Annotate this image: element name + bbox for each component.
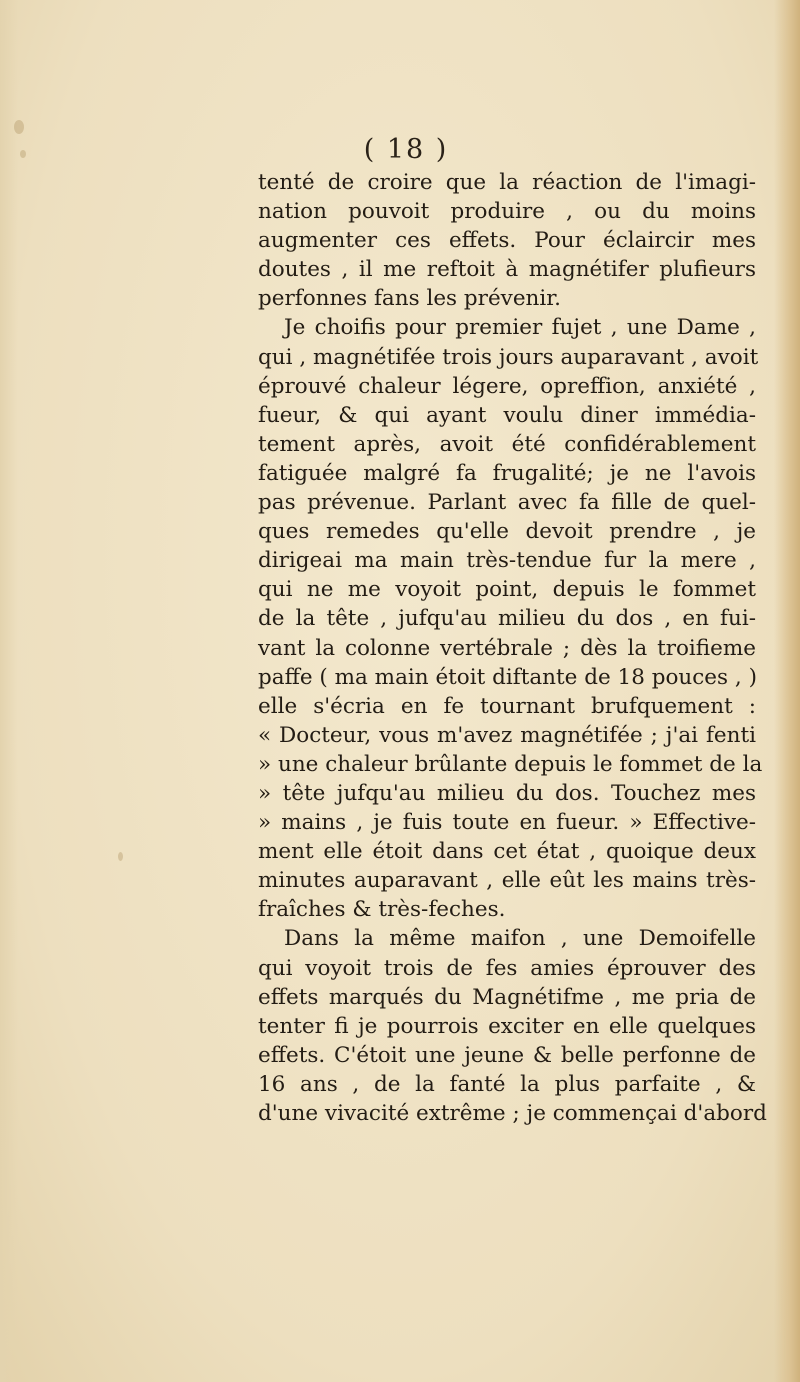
- text-line: fraîches & très-feches.: [258, 897, 506, 923]
- text-line: qui , magnétifée trois jours auparavant , avoit: [258, 344, 759, 370]
- text-line: vant la colonne vertébrale ; dès la troifieme: [258, 635, 756, 661]
- text-line: elle s'écria en fe tournant brufquement :: [258, 693, 756, 719]
- text-line: fueur, & qui ayant voulu diner immédia-: [258, 402, 756, 428]
- text-line: de la tête , jufqu'au milieu du dos , en fui-: [258, 606, 756, 632]
- text-line: ment elle étoit dans cet état , quoique deux: [258, 839, 756, 865]
- text-line: » tête jufqu'au milieu du dos. Touchez mes: [258, 780, 756, 806]
- text-line: 16 ans , de la fanté la plus parfaite , &: [258, 1071, 756, 1097]
- text-line: effets. C'étoit une jeune & belle perfonne de: [258, 1042, 756, 1068]
- text-line: paffe ( ma main étoit diftante de 18 pouces , ): [258, 664, 757, 690]
- text-line: augmenter ces effets. Pour éclaircir mes: [258, 228, 756, 254]
- text-line: ques remedes qu'elle devoit prendre , je: [258, 519, 756, 545]
- text-line: tement après, avoit été confidérablement: [258, 431, 756, 457]
- text-line: fatiguée malgré fa frugalité; je ne l'avois: [258, 460, 756, 486]
- paper-stain: [118, 852, 123, 861]
- text-line: qui ne me voyoit point, depuis le fommet: [258, 577, 756, 603]
- text-line: perfonnes fans les prévenir.: [258, 286, 562, 312]
- text-line: tenté de croire que la réaction de l'imagi-: [258, 170, 756, 195]
- page-number: ( 18 ): [363, 134, 449, 165]
- text-line: » une chaleur brûlante depuis le fommet de la: [258, 751, 763, 777]
- text-line: doutes , il me reftoit à magnétifer plufieurs: [258, 257, 756, 283]
- text-line: » mains , je fuis toute en fueur. » Effective-: [258, 810, 756, 836]
- text-line: nation pouvoit produire , ou du moins: [258, 199, 756, 225]
- text-line: Je choifis pour premier fujet , une Dame ,: [284, 315, 756, 341]
- text-line: qui voyoit trois de fes amies éprouver des: [258, 955, 756, 981]
- text-line: « Docteur, vous m'avez magnétifée ; j'ai fenti: [258, 722, 756, 748]
- text-line: tenter fi je pourrois exciter en elle quelques: [258, 1013, 756, 1039]
- text-line: dirigeai ma main très-tendue fur la mere ,: [258, 548, 756, 574]
- text-line: effets marqués du Magnétifme , me pria de: [258, 984, 756, 1010]
- page-right-edge: [774, 0, 800, 1382]
- text-line: pas prévenue. Parlant avec fa fille de quel-: [258, 490, 756, 516]
- paper-stain: [14, 120, 24, 134]
- text-line: Dans la même maifon , une Demoifelle: [284, 926, 756, 952]
- text-line: éprouvé chaleur légere, opreffion, anxiété ,: [258, 373, 756, 399]
- text-line: d'une vivacité extrême ; je commençai d'abord: [258, 1101, 767, 1126]
- page-left-edge: [0, 0, 18, 1382]
- body-text: [258, 168, 767, 1128]
- text-line: minutes auparavant , elle eût les mains très-: [258, 868, 756, 894]
